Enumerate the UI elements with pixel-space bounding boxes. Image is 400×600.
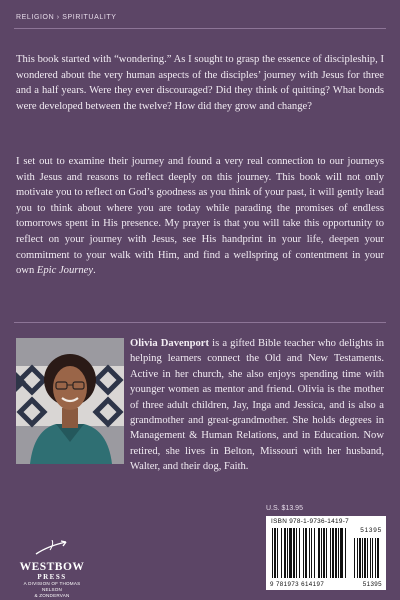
author-name: Olivia Davenport (130, 338, 210, 349)
publisher-subline-1: A DIVISION OF THOMAS NELSON (23, 581, 81, 592)
description-paragraph-2-end: . (93, 265, 96, 277)
addon-bottom-digits: 51395 (362, 581, 382, 588)
publisher-logo (14, 540, 90, 599)
westbow-arrow-icon (32, 540, 72, 556)
barcode-panel (266, 516, 386, 590)
addon-digits: 51395 (360, 527, 382, 534)
publisher-name-line2: PRESS (37, 573, 67, 581)
author-bio (16, 336, 384, 475)
price-label: U.S. $13.95 (266, 505, 303, 512)
author-bio-text: is a gifted Bible teacher who delights in helping learners connect the Old and New Testaments. Active in her church, she also enjoys spending time with younger women as mentor and friend. Olivia is the mother of three adult children, Jay, Inga and Jessica, and is also a grandmother and great-grandmother. She holds degrees in Management & Human Relations, and in Education. Now retired, she lives in Belton, Missouri with her husband, Walter, and their dog, Faith. (130, 338, 384, 473)
category-label: RELIGION › SPIRITUALITY (16, 14, 117, 21)
book-title-italic: Epic Journey (36, 265, 94, 277)
barcode-digits: 9 781973 614197 (270, 581, 325, 588)
publisher-name-line1: WESTBOW (19, 561, 85, 573)
description-paragraph-1: This book started with “wondering.” As I sought to grasp the essence of discipleship, I wondered about the very human aspects of the disciples’ journey with Jesus for three and a half years. Were they ever discouraged? Did they think of quitting? What bonds were developed between the twelve? How did they grow and change? (16, 54, 384, 112)
isbn-text: ISBN 978-1-9736-1419-7 (271, 518, 350, 525)
top-divider (14, 28, 386, 29)
publisher-subline-2: & ZONDERVAN (34, 593, 70, 598)
section-divider (14, 322, 386, 323)
description-paragraph-2-text: I set out to examine their journey and found a very real connection to our journeys with Jesus and reasons to reflect deeply on this journey. This book will not only motivate you to reflect on God’s goodness as you think of your past, it will gently lead you to think about where you are today while parading the promises of endless tomorrows spent in His presence. My prayer is that you will take this opportunity to reflect on your journey with Jesus, see His handprint in your life, deepen your commitment to your walk with Him, and find a wellspring of contentment in your own (16, 156, 384, 277)
description-paragraph-2 (16, 154, 384, 279)
barcode-graphic (266, 516, 386, 590)
